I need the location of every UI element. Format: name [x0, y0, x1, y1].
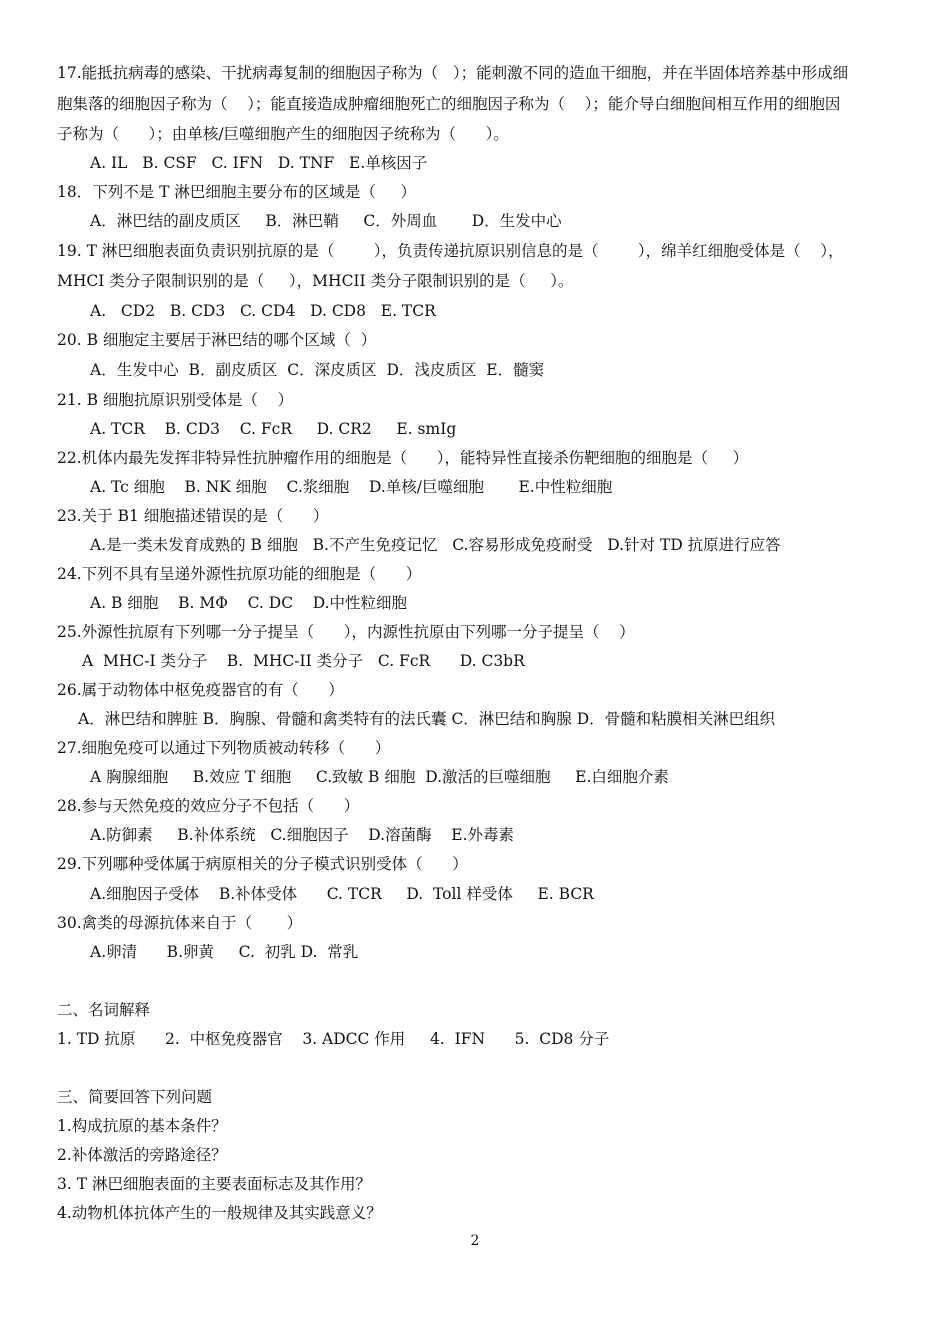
section-2-terms: 1. TD 抗原 2. 中枢免疫器官 3. ADCC 作用 4. IFN 5. CD8 分子 — [57, 1030, 610, 1048]
question-25-options: A MHC-I 类分子 B. MHC-II 类分子 C. FcR D. C3bR — [82, 652, 525, 670]
question-20-options: A．生发中心 B．副皮质区 C．深皮质区 D．浅皮质区 E．髓窦 — [90, 361, 545, 379]
question-20: 20. B 细胞定主要居于淋巴结的哪个区域（ ） — [57, 331, 377, 349]
question-22: 22.机体内最先发挥非特异性抗肿瘤作用的细胞是（ ），能特异性直接杀伤靶细胞的细胞是（ ） — [57, 449, 749, 467]
question-28: 28.参与天然免疫的效应分子不包括（ ） — [57, 797, 360, 815]
question-24: 24.下列不具有呈递外源性抗原功能的细胞是（ ） — [57, 565, 422, 583]
section-2-heading: 二、名词解释 — [57, 1001, 151, 1019]
short-answer-2: 2.补体激活的旁路途径？ — [57, 1146, 227, 1164]
question-17-line-3: 子称为（ ）；由单核/巨噬细胞产生的细胞因子统称为（ ）。 — [57, 125, 509, 143]
question-19-line-1: 19. T 淋巴细胞表面负责识别抗原的是（ ），负责传递抗原识别信息的是（ ），绵羊红细胞受体是（ ）， — [57, 242, 844, 260]
question-21-options: A. TCR B. CD3 C. FcR D. CR2 E. smIg — [90, 420, 457, 438]
question-17-line-1: 17.能抵抗病毒的感染、干扰病毒复制的细胞因子称为（ ）；能刺激不同的造血干细胞，并在半固体培养基中形成细 — [57, 64, 849, 82]
short-answer-1: 1.构成抗原的基本条件？ — [57, 1117, 227, 1135]
question-27: 27.细胞免疫可以通过下列物质被动转移（ ） — [57, 739, 391, 757]
question-24-options: A. B 细胞 B. MΦ C. DC D.中性粒细胞 — [90, 594, 408, 612]
question-27-options: A 胸腺细胞 B.效应 T 细胞 C.致敏 B 细胞 D.激活的巨噬细胞 E.白细胞介素 — [90, 768, 669, 786]
question-17-options: A. IL B. CSF C. IFN D. TNF E.单核因子 — [90, 154, 428, 172]
question-19-options: A. CD2 B. CD3 C. CD4 D. CD8 E. TCR — [90, 302, 436, 320]
section-3-heading: 三、简要回答下列问题 — [57, 1088, 213, 1106]
question-17-line-2: 胞集落的细胞因子称为（ ）；能直接造成肿瘤细胞死亡的细胞因子称为（ ）；能介导白细胞间相互作用的细胞因 — [57, 95, 841, 113]
question-29: 29.下列哪种受体属于病原相关的分子模式识别受体（ ） — [57, 855, 468, 873]
question-21: 21. B 细胞抗原识别受体是（ ） — [57, 391, 294, 409]
short-answer-3: 3. T 淋巴细胞表面的主要表面标志及其作用？ — [57, 1175, 371, 1193]
question-22-options: A. Tc 细胞 B. NK 细胞 C.浆细胞 D.单核/巨噬细胞 E.中性粒细胞 — [90, 478, 613, 496]
question-23-options: A.是一类未发育成熟的 B 细胞 B.不产生免疫记忆 C.容易形成免疫耐受 D.针对 TD 抗原进行应答 — [90, 536, 781, 554]
page-number: 2 — [470, 1233, 480, 1249]
question-19-line-2: MHCI 类分子限制识别的是（ ），MHCII 类分子限制识别的是（ ）。 — [57, 272, 574, 290]
question-26: 26.属于动物体中枢免疫器官的有（ ） — [57, 681, 344, 699]
question-26-options: A．淋巴结和脾脏 B．胸腺、骨髓和禽类特有的法氏囊 C．淋巴结和胸腺 D．骨髓和粘膜相关淋巴组织 — [78, 710, 776, 728]
question-29-options: A.细胞因子受体 B.补体受体 C. TCR D. Toll 样受体 E. BCR — [90, 885, 594, 903]
short-answer-4: 4.动物机体抗体产生的一般规律及其实践意义？ — [57, 1204, 382, 1222]
question-25: 25.外源性抗原有下列哪一分子提呈（ ），内源性抗原由下列哪一分子提呈（ ） — [57, 623, 635, 641]
question-18-options: A．淋巴结的副皮质区 B．淋巴鞘 C．外周血 D．生发中心 — [90, 212, 562, 230]
question-18: 18．下列不是 T 淋巴细胞主要分布的区域是（ ） — [57, 183, 417, 201]
question-28-options: A.防御素 B.补体系统 C.细胞因子 D.溶菌酶 E.外毒素 — [90, 826, 515, 844]
question-30: 30.禽类的母源抗体来自于（ ） — [57, 914, 303, 932]
question-30-options: A.卵清 B.卵黄 C. 初乳 D. 常乳 — [90, 943, 359, 961]
question-23: 23.关于 B1 细胞描述错误的是（ ） — [57, 507, 329, 525]
